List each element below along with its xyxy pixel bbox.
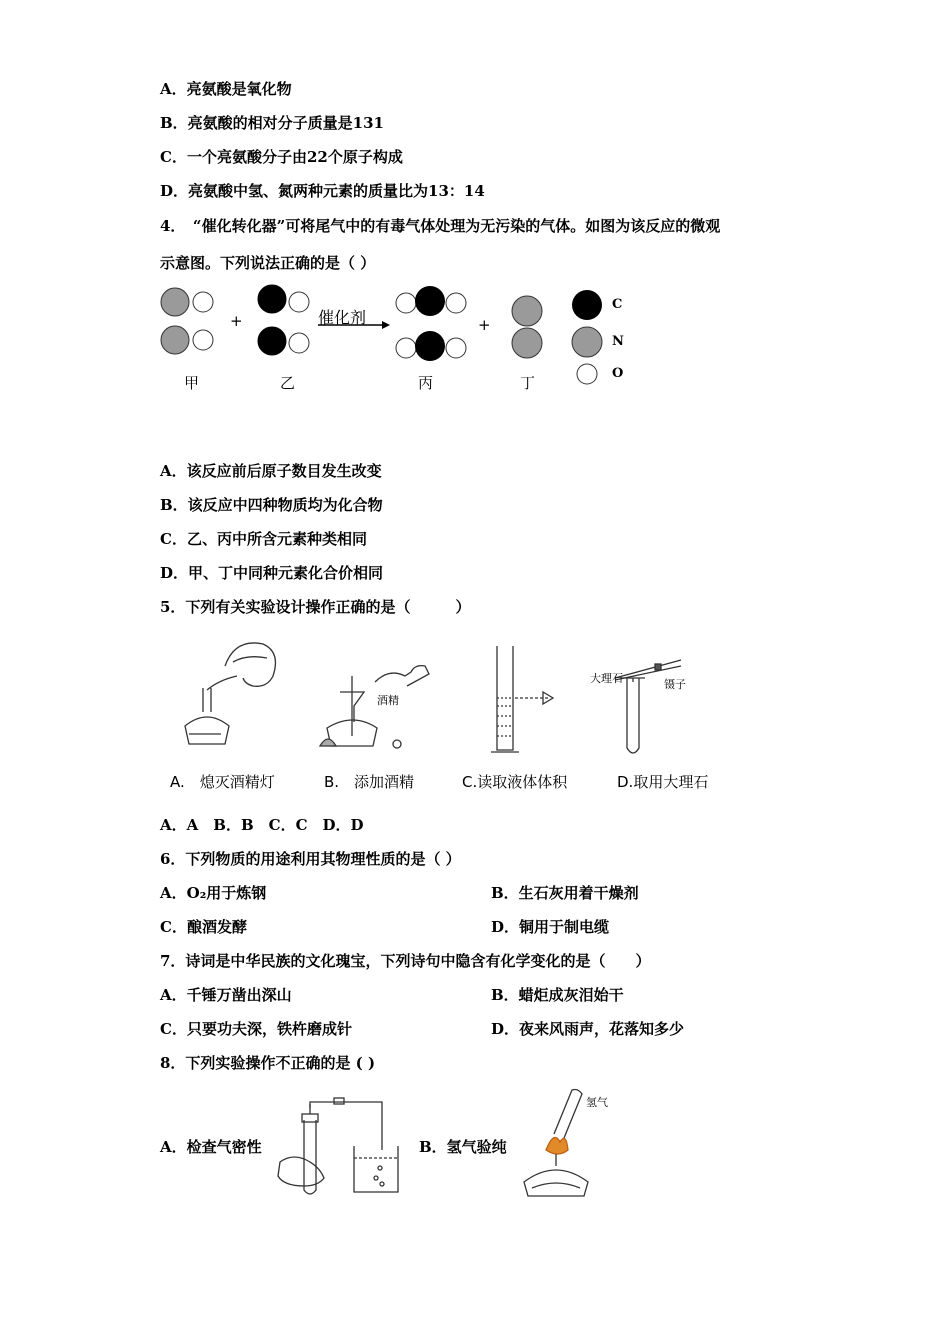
q4-option-d: D．甲、丁中同种元素化合价相同 bbox=[160, 564, 384, 582]
legend-o: O bbox=[612, 366, 624, 381]
legend-c: C bbox=[612, 297, 623, 312]
label-bing: 丙 bbox=[418, 374, 434, 392]
q3-option-a: A．亮氨酸是氧化物 bbox=[160, 80, 292, 98]
label-marble: 大理石 bbox=[590, 672, 623, 685]
label-jia: 甲 bbox=[184, 374, 200, 392]
legend-oxygen-atom bbox=[577, 364, 597, 384]
molecule-jia-1 bbox=[161, 288, 213, 316]
q8-option-a: A．检查气密性 bbox=[160, 1138, 262, 1156]
catalyst-label: 催化剂 bbox=[318, 308, 367, 327]
figure-d-take-marble bbox=[615, 660, 681, 753]
molecule-ding bbox=[512, 296, 542, 358]
q7-option-c: C．只要功夫深，铁杵磨成针 bbox=[160, 1020, 352, 1038]
plus-sign-1: + bbox=[230, 312, 243, 330]
reaction-diagram bbox=[150, 282, 650, 397]
label-alcohol: 酒精 bbox=[377, 694, 399, 707]
q4-stem-line2: 示意图。下列说法正确的是（ ） bbox=[160, 254, 376, 272]
q4-option-b: B．该反应中四种物质均为化合物 bbox=[160, 496, 383, 514]
q7-stem: 7．诗词是中华民族的文化瑰宝，下列诗句中隐含有化学变化的是（ ） bbox=[160, 952, 651, 970]
caption-c: C.读取液体体积 bbox=[462, 773, 568, 791]
q7-option-a: A．千锤万凿出深山 bbox=[160, 986, 292, 1004]
caption-d: D.取用大理石 bbox=[617, 773, 709, 791]
label-yi: 乙 bbox=[280, 374, 296, 392]
molecule-bing-1 bbox=[396, 286, 466, 316]
q6-option-a: A．O₂用于炼钢 bbox=[160, 884, 267, 902]
figure-b-add-alcohol bbox=[320, 666, 429, 748]
q4-option-c: C．乙、丙中所含元素种类相同 bbox=[160, 530, 367, 548]
q7-option-b: B．蜡炬成灰泪始干 bbox=[491, 986, 624, 1004]
q5-stem: 5．下列有关实验设计操作正确的是（ ） bbox=[160, 598, 471, 616]
q6-stem: 6．下列物质的用途利用其物理性质的是（ ） bbox=[160, 850, 461, 868]
q5-answer-options: A．A B．B C．C D．D bbox=[160, 816, 364, 834]
q8-stem: 8．下列实验操作不正确的是 ( ) bbox=[160, 1054, 376, 1072]
q8-option-b: B．氢气验纯 bbox=[419, 1138, 507, 1156]
figure-a-blow-lamp bbox=[185, 643, 275, 744]
q6-option-d: D．铜用于制电缆 bbox=[491, 918, 610, 936]
label-hydrogen: 氢气 bbox=[586, 1096, 608, 1109]
lab-operations-figure bbox=[175, 636, 735, 761]
molecule-yi-2 bbox=[258, 327, 309, 355]
q4-stem-line1: 4． “催化转化器”可将尾气中的有毒气体处理为无污染的气体。如图为该反应的微观 bbox=[160, 217, 721, 235]
molecule-jia-2 bbox=[161, 326, 213, 354]
molecule-bing-2 bbox=[396, 331, 466, 361]
q7-option-d: D．夜来风雨声，花落知多少 bbox=[491, 1020, 685, 1038]
q6-option-b: B．生石灰用着干燥剂 bbox=[491, 884, 639, 902]
q3-option-c: C．一个亮氨酸分子由22个原子构成 bbox=[160, 148, 403, 166]
figure-airtightness-check bbox=[272, 1092, 402, 1202]
legend-n: N bbox=[612, 334, 624, 349]
q3-option-d: D．亮氨酸中氢、氮两种元素的质量比为13：14 bbox=[160, 182, 485, 200]
q6-option-c: C．酿酒发酵 bbox=[160, 918, 247, 936]
q3-option-b: B．亮氨酸的相对分子质量是131 bbox=[160, 114, 384, 132]
plus-sign-2: + bbox=[478, 316, 491, 334]
legend-carbon-atom bbox=[572, 290, 602, 320]
molecule-yi-1 bbox=[258, 285, 309, 313]
figure-c-read-volume bbox=[491, 646, 553, 752]
legend-nitrogen-atom bbox=[572, 327, 602, 357]
caption-b: B. 添加酒精 bbox=[324, 773, 415, 791]
label-tweezers: 镊子 bbox=[664, 678, 686, 691]
caption-a: A. 熄灭酒精灯 bbox=[170, 773, 275, 791]
q4-option-a: A．该反应前后原子数目发生改变 bbox=[160, 462, 382, 480]
label-ding: 丁 bbox=[520, 374, 536, 392]
